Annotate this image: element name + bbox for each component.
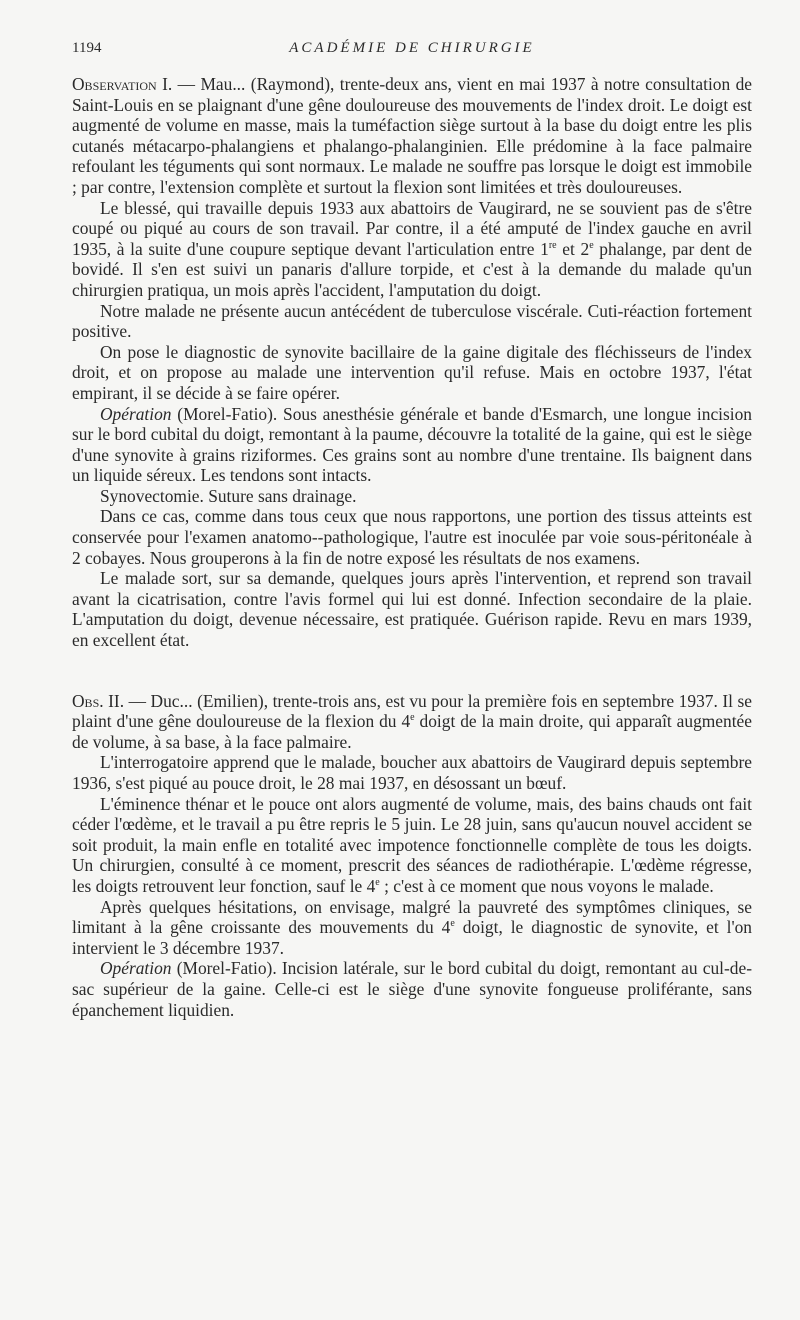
obs2-paragraph-2: L'interrogatoire apprend que le malade, boucher aux abattoirs de Vaugirard depuis septembre 1936, s'est piqué au pouce droit, le 28 mai 1937, en désossant un bœuf.: [72, 752, 752, 793]
obs1-intro-paragraph: Observation I. — Mau... (Raymond), trente-deux ans, vient en mai 1937 à notre consultation de Saint-Louis en se plaignant d'une gêne douloureuse des mouvements de l'index droit. Le doigt est augmenté de volume en masse, mais la tuméfaction siège surtout à la base du doigt entre les plis cutanés métacarpo-phalangiens et phalango-phalanginien. Elle prédomine à la face palmaire refoulant les téguments qui sont normaux. Le malade ne souffre pas lorsque le doigt est immobile ; par contre, l'extension complète et surtout la flexion sont limitées et très douloureuses.: [72, 74, 752, 197]
obs1-paragraph-2: Le blessé, qui travaille depuis 1933 aux abattoirs de Vaugirard, ne se souvient pas de s'être coupé ou piqué au cours de son travail. Par contre, il a été amputé de l'index gauche en avril 1935, à la suite d'une coupure septique devant l'articulation entre 1re et 2e phalange, par dent de bovidé. Il s'en est suivi un panaris d'allure torpide, et c'est à la demande du malade qu'un chirurgien pratiqua, un mois après l'accident, l'amputation du doigt.: [72, 197, 752, 300]
article-body: [72, 74, 752, 1020]
section-gap: [72, 651, 752, 691]
operation-label: Opération: [100, 958, 172, 979]
obs1-paragraph-8: Le malade sort, sur sa demande, quelques jours après l'intervention, et reprend son travail avant la cicatrisation, contre l'avis formel qui lui est donné. Infection secondaire de la plaie. L'amputation du doigt, devenue nécessaire, est pratiquée. Guérison rapide. Revu en mars 1939, en excellent état.: [72, 568, 752, 651]
obs1-operation-paragraph: Opération (Morel-Fatio). Sous anesthésie générale et bande d'Esmarch, une longue incision sur le bord cubital du doigt, remontant à la paume, découvre la totalité de la gaine, qui est le siège d'une synovite à grains riziformes. Ces grains sont au nombre d'une trentaine. Ils baignent dans un liquide séreux. Les tendons sont intacts.: [72, 403, 752, 486]
observation-label: Observation I.: [72, 74, 173, 94]
obs1-paragraph-3: Notre malade ne présente aucun antécédent de tuberculose viscérale. Cuti-réaction fortement positive.: [72, 300, 752, 342]
obs2-paragraph-3: L'éminence thénar et le pouce ont alors augmenté de volume, mais, des bains chauds ont fait céder l'œdème, et le travail a pu être repris le 5 juin. Le 28 juin, sans qu'aucun nouvel accident se soit produit, la main enfle en totalité avec impotence fonctionnelle complète de tous les doigts. Un chirurgien, consulté à ce moment, prescrit des séances de radiothérapie. L'œdème régresse, les doigts retrouvent leur fonction, sauf le 4e ; c'est à ce moment que nous voyons le malade.: [72, 793, 752, 896]
obs2-paragraph-4: Après quelques hésitations, on envisage, malgré la pauvreté des symptômes cliniques, se limitant à la gêne croissante des mouvements du 4e doigt, le diagnostic de synovite, et l'on intervient le 3 décembre 1937.: [72, 896, 752, 958]
obs1-paragraph-6: Synovectomie. Suture sans drainage.: [100, 485, 357, 506]
operation-label: Opération: [100, 403, 172, 424]
obs1-paragraph-7: Dans ce cas, comme dans tous ceux que nous rapportons, une portion des tissus atteints est conservée pour l'examen anatomo--pathologique, l'autre est inoculée par voie sous-péritonéale à 2 cobayes. Nous grouperons à la fin de notre exposé les résultats de nos examens.: [72, 506, 752, 568]
obs2-operation-paragraph: Opération (Morel-Fatio). Incision latérale, sur le bord cubital du doigt, remontant au cul-de-sac supérieur de la gaine. Celle-ci est le siège d'une synovite fongueuse proliférante, sans épanchement liquidien.: [72, 958, 752, 1020]
observation-label: Obs. II.: [72, 690, 125, 711]
obs1-paragraph-4: On pose le diagnostic de synovite bacillaire de la gaine digitale des fléchisseurs de l'index droit, et on propose au malade une intervention qu'il refuse. Mais en octobre 1937, l'état empirant, il se décide à se faire opérer.: [72, 341, 752, 403]
running-head: ACADÉMIE DE CHIRURGIE: [289, 40, 535, 56]
obs2-intro-paragraph: Obs. II. — Duc... (Emilien), trente-trois ans, est vu pour la première fois en septembre 1937. Il se plaint d'une gêne douloureuse de la flexion du 4e doigt de la main droite, qui apparaît augmentée de volume, à sa base, à la face palmaire.: [72, 690, 752, 752]
page-number: 1194: [72, 40, 102, 56]
page-header: [72, 40, 752, 74]
